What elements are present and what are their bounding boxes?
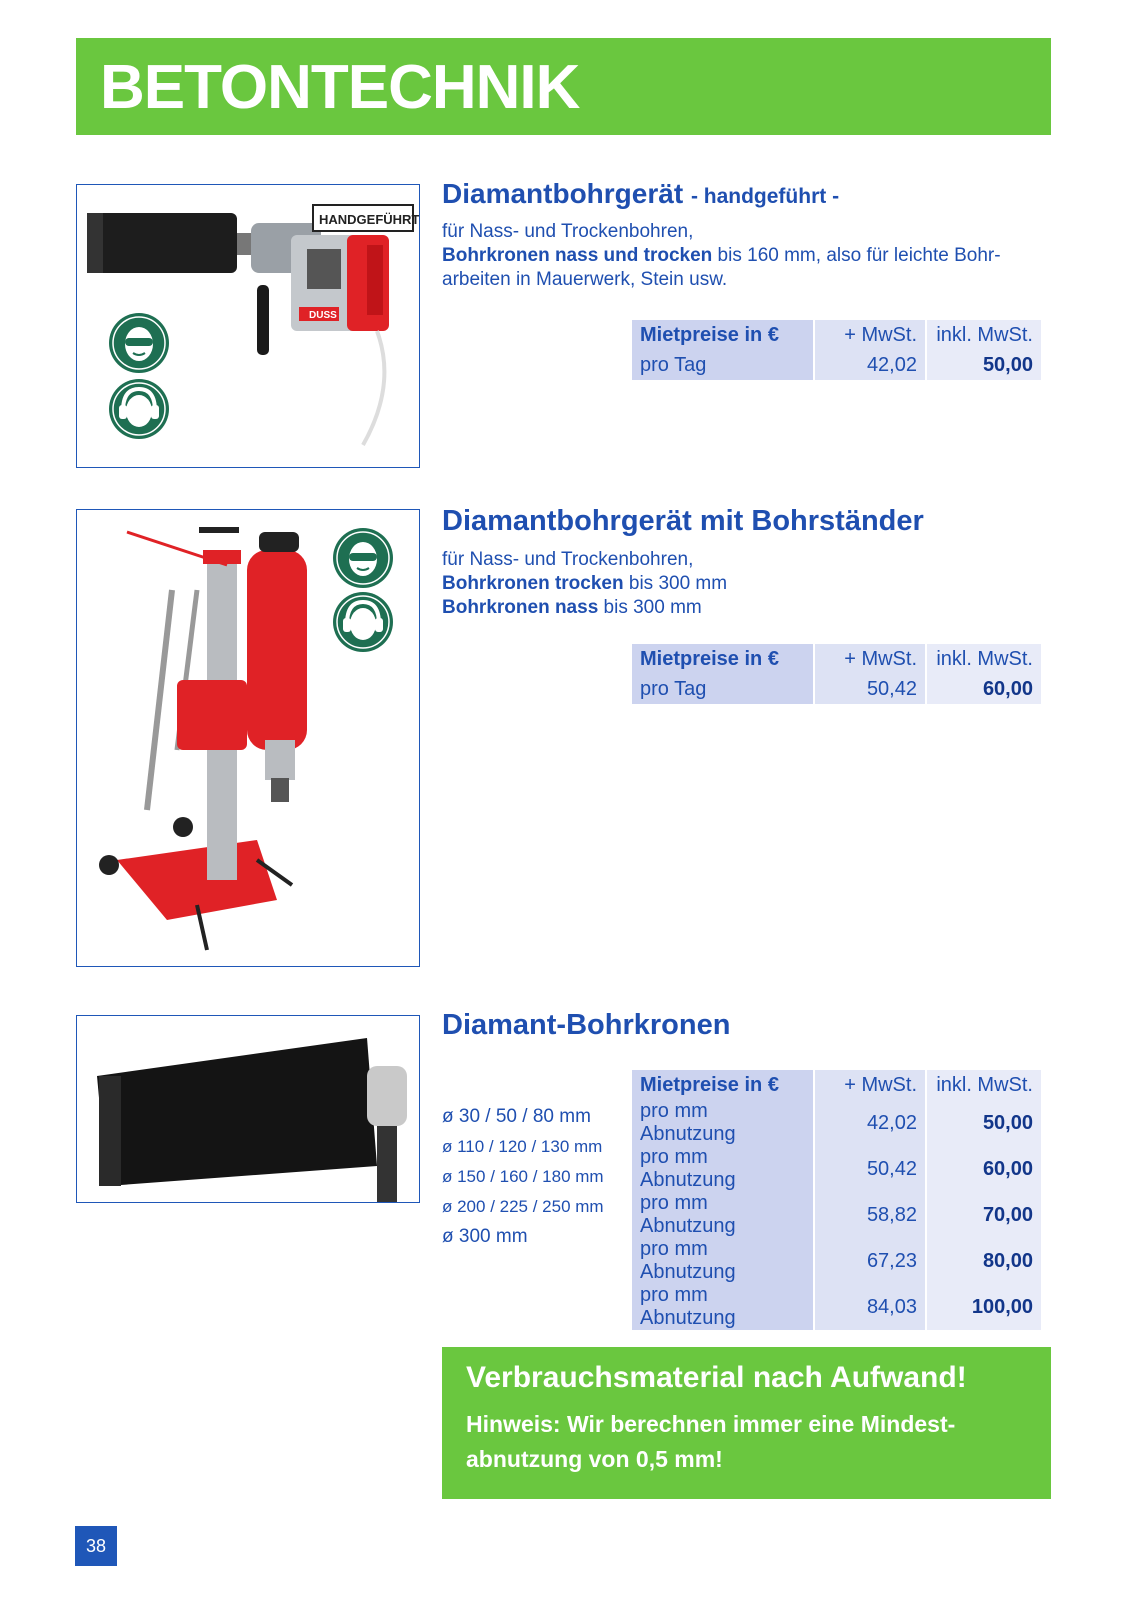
price-net: 58,82 <box>815 1192 925 1238</box>
price-table-core-bits <box>630 1070 1043 1330</box>
price-gross: 80,00 <box>927 1238 1041 1284</box>
size-item: ø 30 / 50 / 80 mm <box>442 1106 591 1127</box>
product-image-handheld-drill <box>76 184 420 468</box>
price-header-gross: inkl. MwSt. <box>927 320 1041 350</box>
size-item: ø 150 / 160 / 180 mm <box>442 1167 604 1186</box>
product-image-drill-stand <box>76 509 420 967</box>
handgefuehrt-label: HANDGEFÜHRT <box>319 212 419 227</box>
table-row <box>632 350 1041 380</box>
price-label: pro Tag <box>632 350 813 380</box>
price-net: 42,02 <box>815 350 925 380</box>
note-text <box>466 1407 1036 1477</box>
price-gross: 60,00 <box>927 674 1041 704</box>
price-label: pro Tag <box>632 674 813 704</box>
price-label: pro mm Abnutzung <box>632 1284 813 1330</box>
note-line: Hinweis: Wir berechnen immer eine Mindest- <box>466 1411 956 1437</box>
price-header-gross: inkl. MwSt. <box>927 644 1041 674</box>
price-header-label: Mietpreise in € <box>632 1070 813 1100</box>
note-title: Verbrauchsmaterial nach Aufwand! <box>466 1361 967 1394</box>
price-header-row <box>632 320 1041 350</box>
price-net: 84,03 <box>815 1284 925 1330</box>
page-number: 38 <box>75 1526 117 1566</box>
table-row <box>632 1284 1041 1330</box>
price-net: 67,23 <box>815 1238 925 1284</box>
table-row <box>632 1238 1041 1284</box>
ear-protection-icon <box>107 377 171 441</box>
price-gross: 100,00 <box>927 1284 1041 1330</box>
note-line: abnutzung von 0,5 mm! <box>466 1446 723 1472</box>
desc-bold: Bohrkronen nass <box>442 597 599 618</box>
desc-line <box>442 596 1042 620</box>
desc-text: bis 160 mm, also für leichte Bohr- <box>712 245 1001 266</box>
price-net: 50,42 <box>815 674 925 704</box>
price-table-drill-stand <box>630 644 1043 704</box>
price-header-row <box>632 644 1041 674</box>
core-bit-illustration <box>77 1016 419 1202</box>
desc-line: für Nass- und Trockenbohren, <box>442 221 694 242</box>
price-net: 50,42 <box>815 1146 925 1192</box>
table-row <box>632 1146 1041 1192</box>
product-description-drill-stand <box>442 548 1042 620</box>
note-box <box>442 1347 1051 1499</box>
price-label: pro mm Abnutzung <box>632 1100 813 1146</box>
price-header-gross: inkl. MwSt. <box>927 1070 1041 1100</box>
price-header-net: + MwSt. <box>815 320 925 350</box>
desc-bold: Bohrkronen trocken <box>442 573 624 594</box>
size-item: ø 110 / 120 / 130 mm <box>442 1137 603 1156</box>
price-header-net: + MwSt. <box>815 644 925 674</box>
desc-line: arbeiten in Mauerwerk, Stein usw. <box>442 269 728 290</box>
header-bar <box>76 38 1051 135</box>
price-table-handheld <box>630 320 1043 380</box>
product-title-text: Diamantbohrgerät <box>442 178 684 209</box>
size-list <box>442 1102 604 1252</box>
ear-protection-icon <box>331 590 395 654</box>
brand-label: DUSS <box>309 310 337 321</box>
table-row <box>632 674 1041 704</box>
product-image-core-bits <box>76 1015 420 1203</box>
desc-line <box>442 572 1042 596</box>
price-label: pro mm Abnutzung <box>632 1192 813 1238</box>
desc-line: für Nass- und Trockenbohren, <box>442 549 694 570</box>
price-header-row <box>632 1070 1041 1100</box>
price-header-label: Mietpreise in € <box>632 644 813 674</box>
desc-bold: Bohrkronen nass und trocken <box>442 245 713 266</box>
price-gross: 50,00 <box>927 1100 1041 1146</box>
desc-line <box>442 244 1052 268</box>
core-bit-shape <box>87 213 237 273</box>
product-description-handheld <box>442 220 1052 292</box>
price-net: 42,02 <box>815 1100 925 1146</box>
size-item: ø 300 mm <box>442 1226 528 1247</box>
size-item: ø 200 / 225 / 250 mm <box>442 1197 604 1216</box>
safety-goggles-icon <box>107 311 171 375</box>
safety-goggles-icon <box>331 526 395 590</box>
desc-text: bis 300 mm <box>623 573 728 594</box>
page-title: BETONTECHNIK <box>100 53 580 122</box>
price-header-net: + MwSt. <box>815 1070 925 1100</box>
table-row <box>632 1100 1041 1146</box>
price-gross: 70,00 <box>927 1192 1041 1238</box>
table-row <box>632 1192 1041 1238</box>
product-subtitle: - handgeführt - <box>690 185 840 208</box>
price-gross: 60,00 <box>927 1146 1041 1192</box>
desc-text: bis 300 mm <box>598 597 702 618</box>
product-title-drill-stand: Diamantbohrgerät mit Bohrständer <box>442 505 924 537</box>
product-title-core-bits: Diamant-Bohrkronen <box>442 1009 731 1041</box>
price-header-label: Mietpreise in € <box>632 320 813 350</box>
price-label: pro mm Abnutzung <box>632 1238 813 1284</box>
price-label: pro mm Abnutzung <box>632 1146 813 1192</box>
price-gross: 50,00 <box>927 350 1041 380</box>
product-title-handheld <box>442 178 839 210</box>
